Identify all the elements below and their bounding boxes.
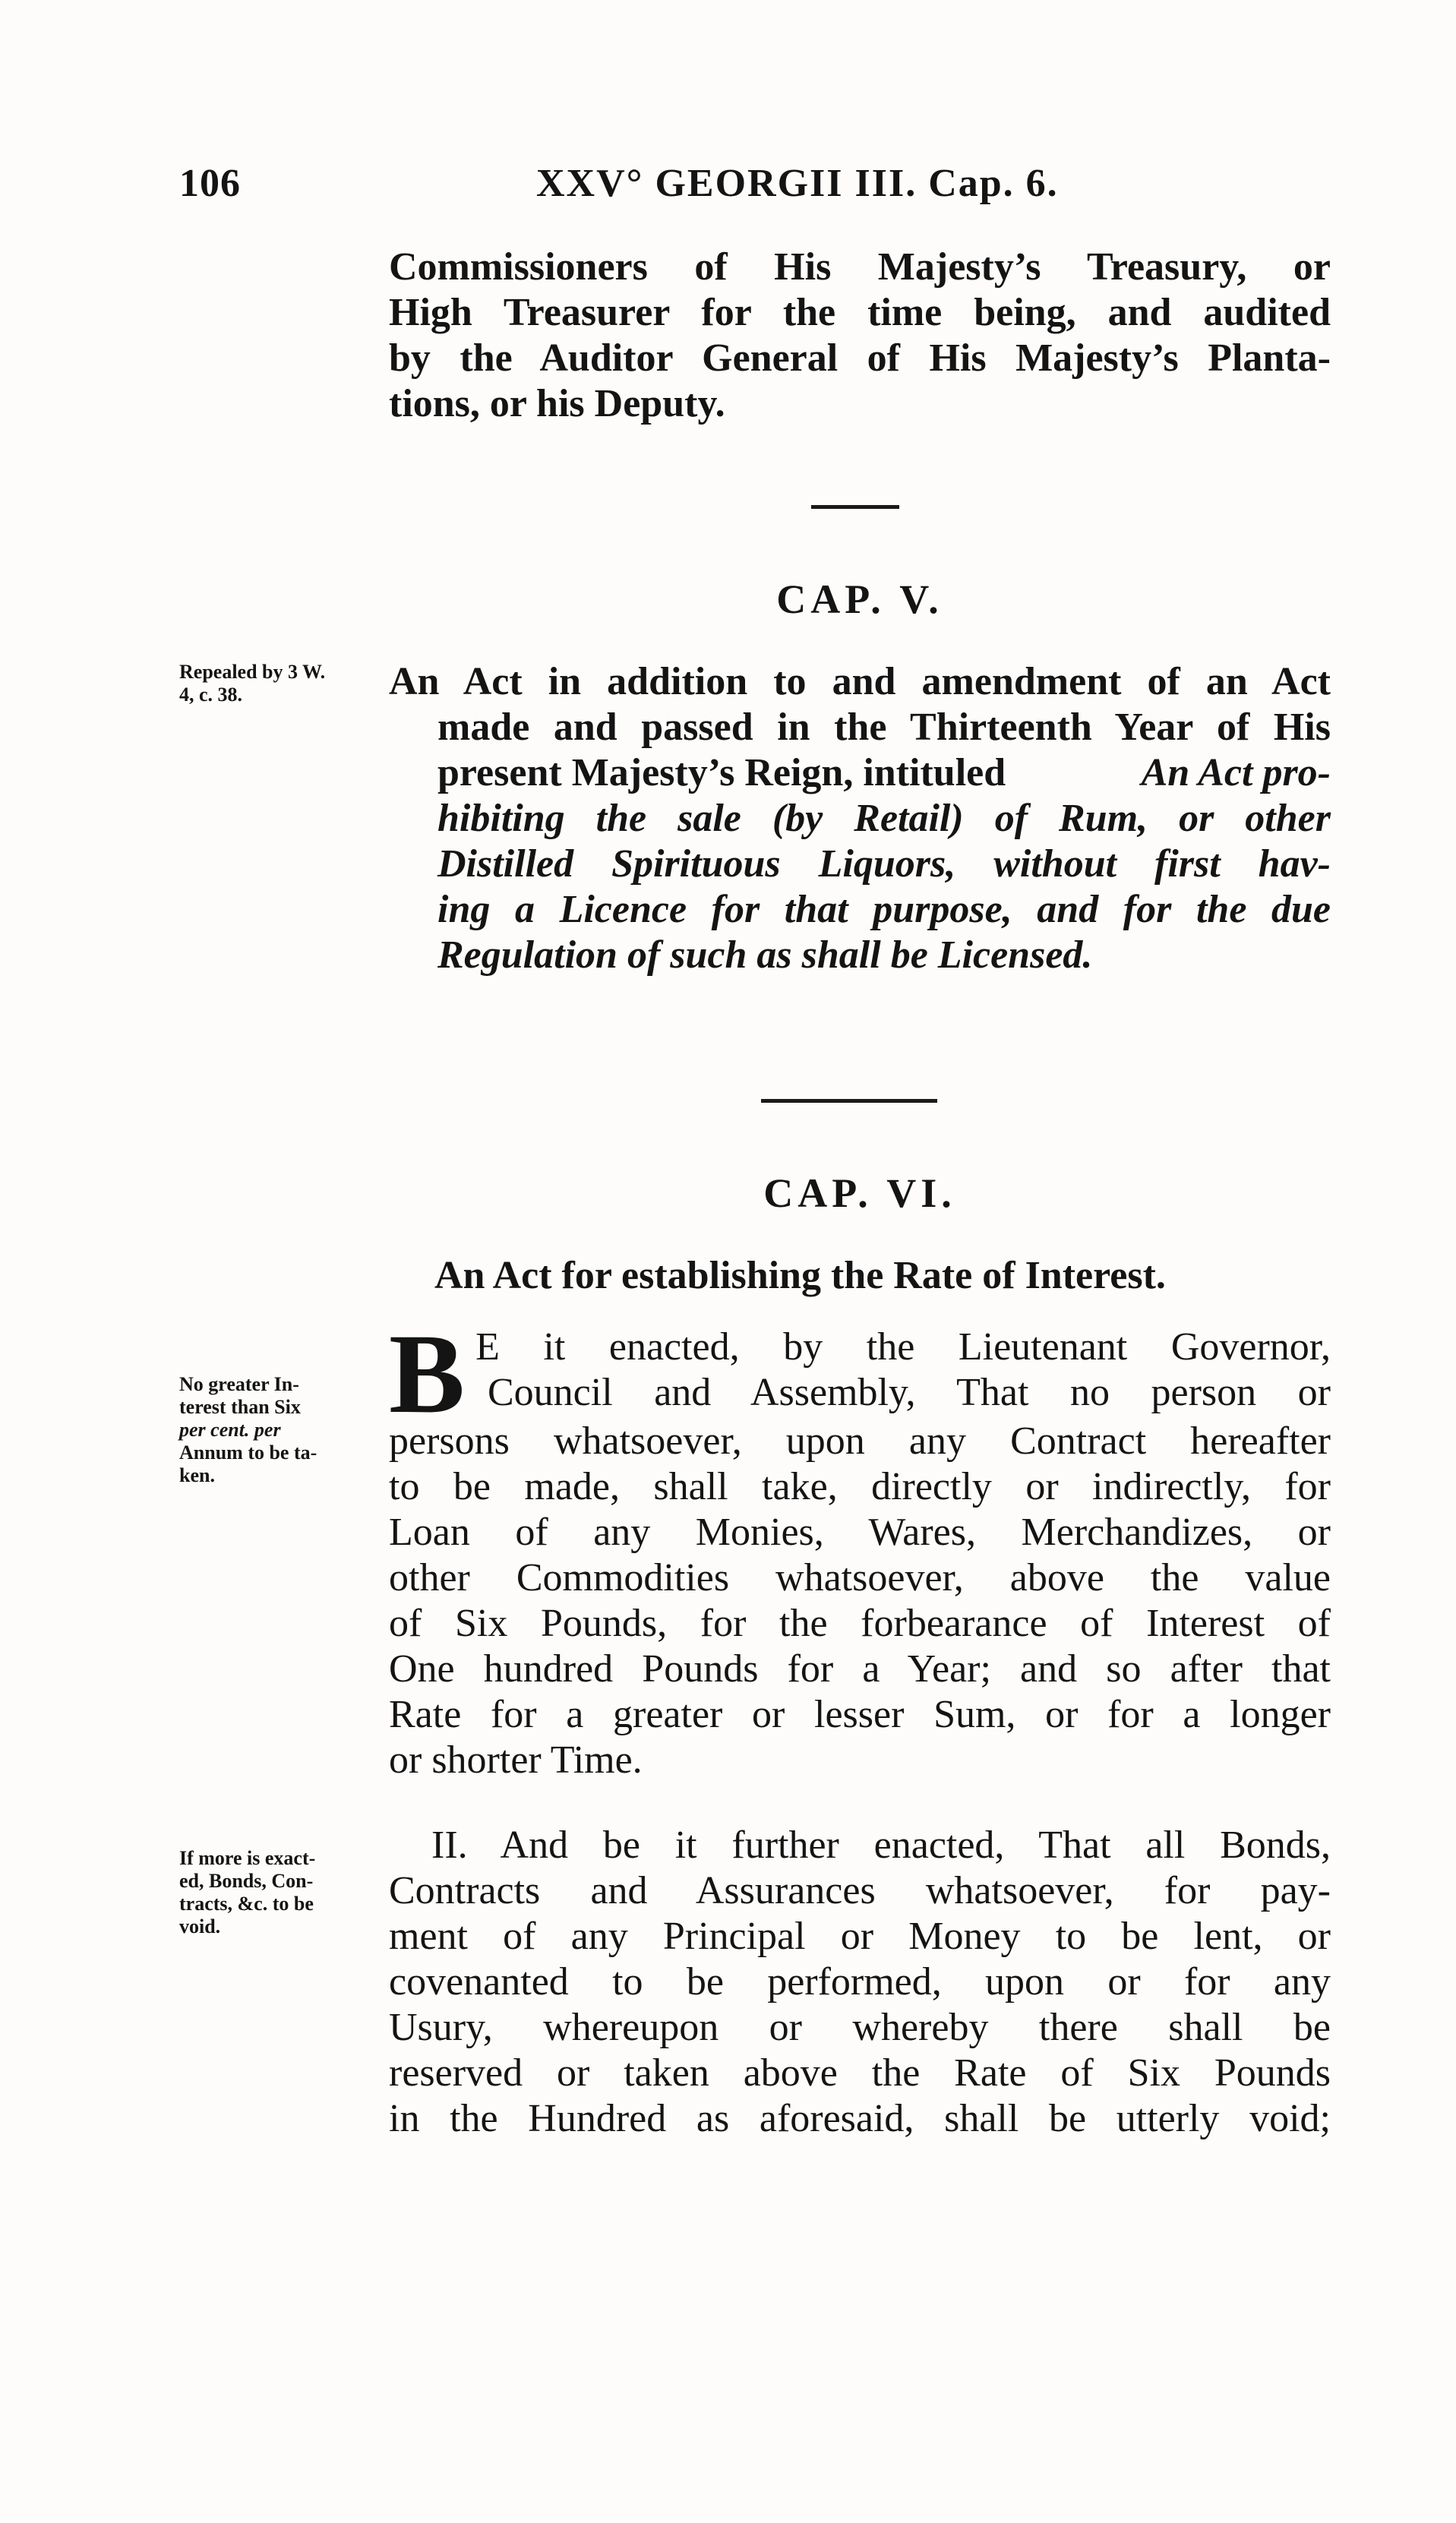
drop-cap: B [389, 1311, 466, 1437]
cap-5-act-name-line: Distilled Spirituous Liquors, without first hav- [437, 842, 1331, 886]
cap-5-act-name-line: hibiting the sale (by Retail) of Rum, or other [437, 797, 1331, 840]
cap-5-act-name-start: An Act pro- [1141, 751, 1331, 794]
cap-5-title-line: made and passed in the Thirteenth Year of His [437, 706, 1331, 749]
section-1-line: Loan of any Monies, Wares, Merchandizes, or [389, 1511, 1331, 1554]
section-rule [761, 1099, 937, 1103]
continuation-line: tions, or his Deputy. [389, 382, 725, 425]
section-2-line: covenanted to be performed, upon or for any [389, 1960, 1331, 2004]
cap-5-title-text: present Majesty’s Reign, intituled [437, 751, 1006, 794]
section-1-line: to be made, shall take, directly or indirectly, for [389, 1465, 1331, 1508]
continuation-line: by the Auditor General of His Majesty’s Planta- [389, 336, 1331, 380]
margin-note-line: No greater In- [179, 1373, 299, 1395]
cap-6-title: An Act for establishing the Rate of Interest. [434, 1254, 1166, 1297]
section-2-line: Usury, whereupon or whereby there shall be [389, 2006, 1331, 2049]
cap-5-act-name-line: ing a Licence for that purpose, and for the due [437, 888, 1331, 931]
section-1-margin-note [179, 1373, 384, 1487]
margin-note-line: void. [179, 1915, 221, 1937]
margin-note-line: per cent. per [179, 1419, 281, 1441]
cap-5-margin-note [179, 661, 384, 706]
section-2-margin-note [179, 1847, 384, 1938]
page-number: 106 [179, 162, 241, 205]
section-1-line: One hundred Pounds for a Year; and so after that [389, 1647, 1331, 1691]
section-1-line: E it enacted, by the Lieutenant Governor, [475, 1325, 1331, 1369]
continuation-paragraph [389, 245, 1331, 427]
cap-5-title-line-mixed [389, 750, 1331, 796]
section-2-line: II. And be it further enacted, That all Bonds, [431, 1824, 1331, 1867]
margin-note-line: Repealed by 3 W. [179, 661, 326, 683]
cap-6-heading: CAP. VI. [763, 1170, 956, 1216]
cap-5-title [389, 659, 1331, 978]
section-1-line: Council and Assembly, That no person or [488, 1371, 1331, 1414]
section-rule [811, 505, 899, 509]
margin-note-line: Annum to be ta- [179, 1441, 317, 1464]
section-2-line: Contracts and Assurances whatsoever, for pay- [389, 1869, 1331, 1912]
section-1-line: Rate for a greater or lesser Sum, or for a longer [389, 1693, 1331, 1736]
section-2-paragraph [389, 1823, 1331, 2142]
running-head: XXV° GEORGII III. Cap. 6. [536, 162, 1059, 205]
continuation-line: High Treasurer for the time being, and audited [389, 291, 1331, 334]
section-2-line: in the Hundred as aforesaid, shall be utterly void; [389, 2097, 1331, 2140]
cap-5-act-name-line: Regulation of such as shall be Licensed. [437, 933, 1093, 977]
section-1-line: of Six Pounds, for the forbearance of Interest of [389, 1602, 1331, 1645]
continuation-line: Commissioners of His Majesty’s Treasury, or [389, 245, 1331, 289]
section-1-line: or shorter Time. [389, 1738, 643, 1782]
section-1-line: persons whatsoever, upon any Contract hereafter [389, 1419, 1331, 1463]
section-1-line: other Commodities whatsoever, above the value [389, 1556, 1331, 1599]
section-2-line: reserved or taken above the Rate of Six Pounds [389, 2051, 1331, 2095]
margin-note-line: If more is exact- [179, 1847, 316, 1869]
margin-note-line: ken. [179, 1464, 215, 1486]
margin-note-line: 4, c. 38. [179, 684, 243, 706]
cap-5-heading: CAP. V. [776, 576, 943, 622]
margin-note-line: terest than Six [179, 1396, 301, 1418]
cap-5-title-line: An Act in addition to and amendment of an Act [389, 660, 1331, 703]
section-2-line: ment of any Principal or Money to be lent, or [389, 1915, 1331, 1958]
margin-note-line: tracts, &c. to be [179, 1893, 314, 1915]
section-1-paragraph [389, 1311, 1331, 1783]
margin-note-line: ed, Bonds, Con- [179, 1870, 314, 1892]
